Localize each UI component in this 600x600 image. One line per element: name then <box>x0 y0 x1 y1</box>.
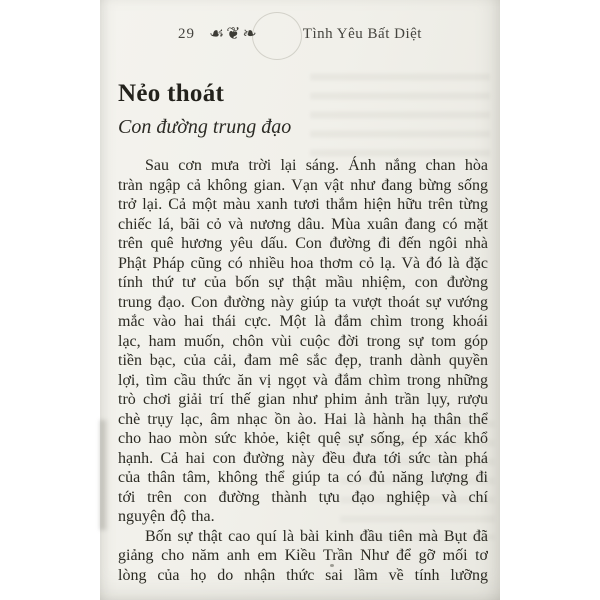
text-line: lạc, ham muốn, chôn vùi cuộc đời trong sự tom góp <box>118 332 488 350</box>
text-line: Bốn sự thật cao quí là bài kinh đầu tiên mà Bụt đã <box>145 527 488 545</box>
page-edge-shadow <box>100 420 109 530</box>
text-line: mắc vào hai thái cực. Một là đắm chìm trong khoái <box>118 313 488 330</box>
text-line: giảng cho năm anh em Kiều Trần Như để gỡ mối tơ <box>118 547 488 564</box>
text-line: tính thứ tư của bốn sự thật mầu nhiệm, con đường <box>118 274 488 291</box>
text-line: chè trụy lạc, âm nhạc ồn ào. Hai là hành hạ thân thể <box>118 410 488 428</box>
floral-ornament-icon: ☙❦❧ <box>209 24 259 43</box>
book-page <box>100 0 500 600</box>
text-line: của thân tâm, không thể giúp ta có đủ năng lượng đi <box>118 469 488 486</box>
chapter-subtitle: Con đường trung đạo <box>118 116 292 138</box>
text-line: lòng của họ do nhận thức sai lầm về tính lưỡng <box>118 566 488 584</box>
text-line: tràn ngập cả không gian. Vạn vật như đang bừng sống <box>118 176 488 194</box>
reverse-side-bleed-through <box>310 68 490 163</box>
chapter-title: Nẻo thoát <box>118 80 225 107</box>
text-line: chiếc lá, bãi cỏ và nương dâu. Mùa xuân đang có mặt <box>118 215 488 233</box>
body-text <box>118 156 488 585</box>
text-line: trên quê hương yêu dấu. Con đường đi đến ngôi nhà <box>118 235 488 252</box>
text-line: tới trên con đường thành tựu đạo nghiệp và chí <box>118 488 488 506</box>
text-line: hạnh. Cả hai con đường này đều đưa tới sức tàn phá <box>118 449 488 467</box>
text-line: trò chơi giải trí thế gian như phim ảnh trần lụy, rượu <box>118 391 488 408</box>
text-line: trở lại. Cả một màu xanh tươi thắm hiện hữu trên từng <box>118 196 488 213</box>
text-line: Phật Pháp cũng có nhiều hoa thơm cỏ lạ. Và đó là đặc <box>118 254 488 272</box>
paragraph <box>118 156 488 527</box>
text-line: cho hao mòn sức khỏe, kiệt quệ sự sống, ép xác khổ <box>118 430 488 447</box>
text-line: lợi, tìm cầu thức ăn vị ngọt và đắm chìm trong những <box>118 371 488 389</box>
text-line: tiền bạc, của cải, đam mê sắc đẹp, tranh dành quyền <box>118 352 488 369</box>
text-line: nguyện độ tha. <box>118 508 215 525</box>
page-number: 29 <box>178 25 196 42</box>
text-line: Sau cơn mưa trời lại sáng. Ánh nắng chan hòa <box>145 157 488 174</box>
paper-speck <box>330 564 334 567</box>
page-header <box>100 24 500 44</box>
paragraph <box>118 527 488 586</box>
text-line: trung đạo. Con đường này giúp ta vượt thoát sự vướng <box>118 293 488 311</box>
running-book-title: Tình Yêu Bất Diệt <box>302 25 422 42</box>
